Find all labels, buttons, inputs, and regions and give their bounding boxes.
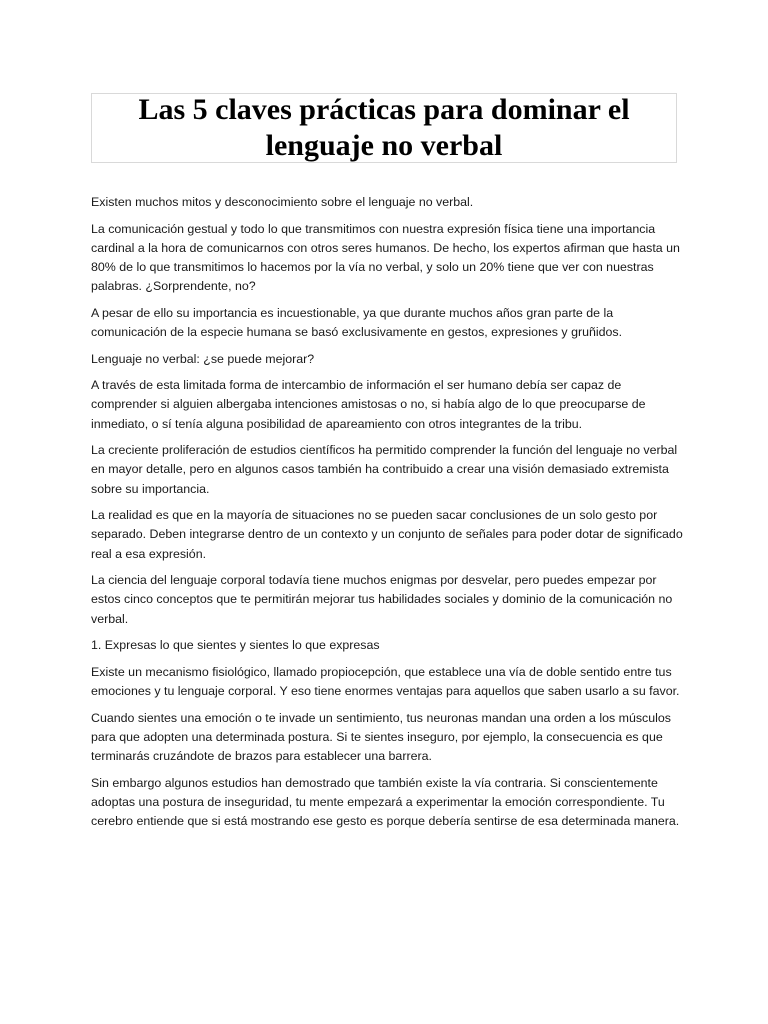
paragraph-gestual: La comunicación gestual y todo lo que transmitimos con nuestra expresión física tiene una importancia cardinal a la hora de comunicarnos con otros seres humanos. De hecho, los expertos afirman que hasta un 80% de lo que transmitimos lo hacemos por la vía no verbal, y solo un 20% tiene que ver con nuestras palabras. ¿Sorprendente, no? (91, 221, 680, 294)
paragraph-importancia: A pesar de ello su importancia es incuestionable, ya que durante muchos años gran parte de la comunicación de la especie humana se basó exclusivamente en gestos, expresiones y gruñidos. (91, 305, 623, 339)
title-line-1: Las 5 claves prácticas para dominar el (138, 93, 630, 126)
paragraph-estudios: La creciente proliferación de estudios científicos ha permitido comprender la función del lenguaje no verbal en mayor detalle, pero en algunos casos también ha contribuido a crear una visión demasiado extremista sobre su importancia. (91, 443, 678, 496)
paragraph-propiocepcion: Existe un mecanismo fisiológico, llamado propiocepción, que establece una vía de doble sentido entre tus emociones y tu lenguaje corporal. Y eso tiene enormes ventajas para aquellos que saben usarlo a su favor. (91, 664, 680, 698)
paragraph-intro: Existen muchos mitos y desconocimiento sobre el lenguaje no verbal. (91, 195, 474, 209)
paragraph-emocion: Cuando sientes una emoción o te invade un sentimiento, tus neuronas mandan una orden a los músculos para que adopten una determinada postura. Si te sientes inseguro, por ejemplo, la consecuencia es que terminarás cruzándote de brazos para establecer una barrera. (91, 710, 671, 763)
document-title (138, 92, 629, 164)
title-line-2: lenguaje no verbal (265, 129, 503, 162)
paragraph-ciencia: La ciencia del lenguaje corporal todavía tiene muchos enigmas por desvelar, pero puedes empezar por estos cinco conceptos que te permitirán mejorar tus habilidades sociales y dominio de la comunicación no verbal. (91, 573, 673, 626)
paragraph-intercambio: A través de esta limitada forma de intercambio de información el ser humano debía ser capaz de comprender si alguien albergaba intenciones amistosas o no, si había algo de lo que preocuparse de inmediato, o sí tenía alguna posibilidad de apareamiento con otros integrantes de la tribu. (91, 378, 646, 431)
paragraph-via-contraria: Sin embargo algunos estudios han demostrado que también existe la vía contraria. Si conscientemente adoptas una postura de inseguridad, tu mente empezará a experimentar la emoción correspondiente. Tu cerebro entiende que si está mostrando ese gesto es porque debería sentirse de esa determinada manera. (91, 775, 680, 828)
paragraph-heading-expresas: 1. Expresas lo que sientes y sientes lo que expresas (91, 638, 380, 653)
paragraph-realidad: La realidad es que en la mayoría de situaciones no se pueden sacar conclusiones de un solo gesto por separado. Deben integrarse dentro de un contexto y un conjunto de señales para poder dotar de significado real a esa expresión. (91, 508, 683, 561)
title-box (91, 93, 677, 163)
paragraph-heading-mejorar: Lenguaje no verbal: ¿se puede mejorar? (91, 351, 315, 366)
document-body (91, 193, 683, 839)
